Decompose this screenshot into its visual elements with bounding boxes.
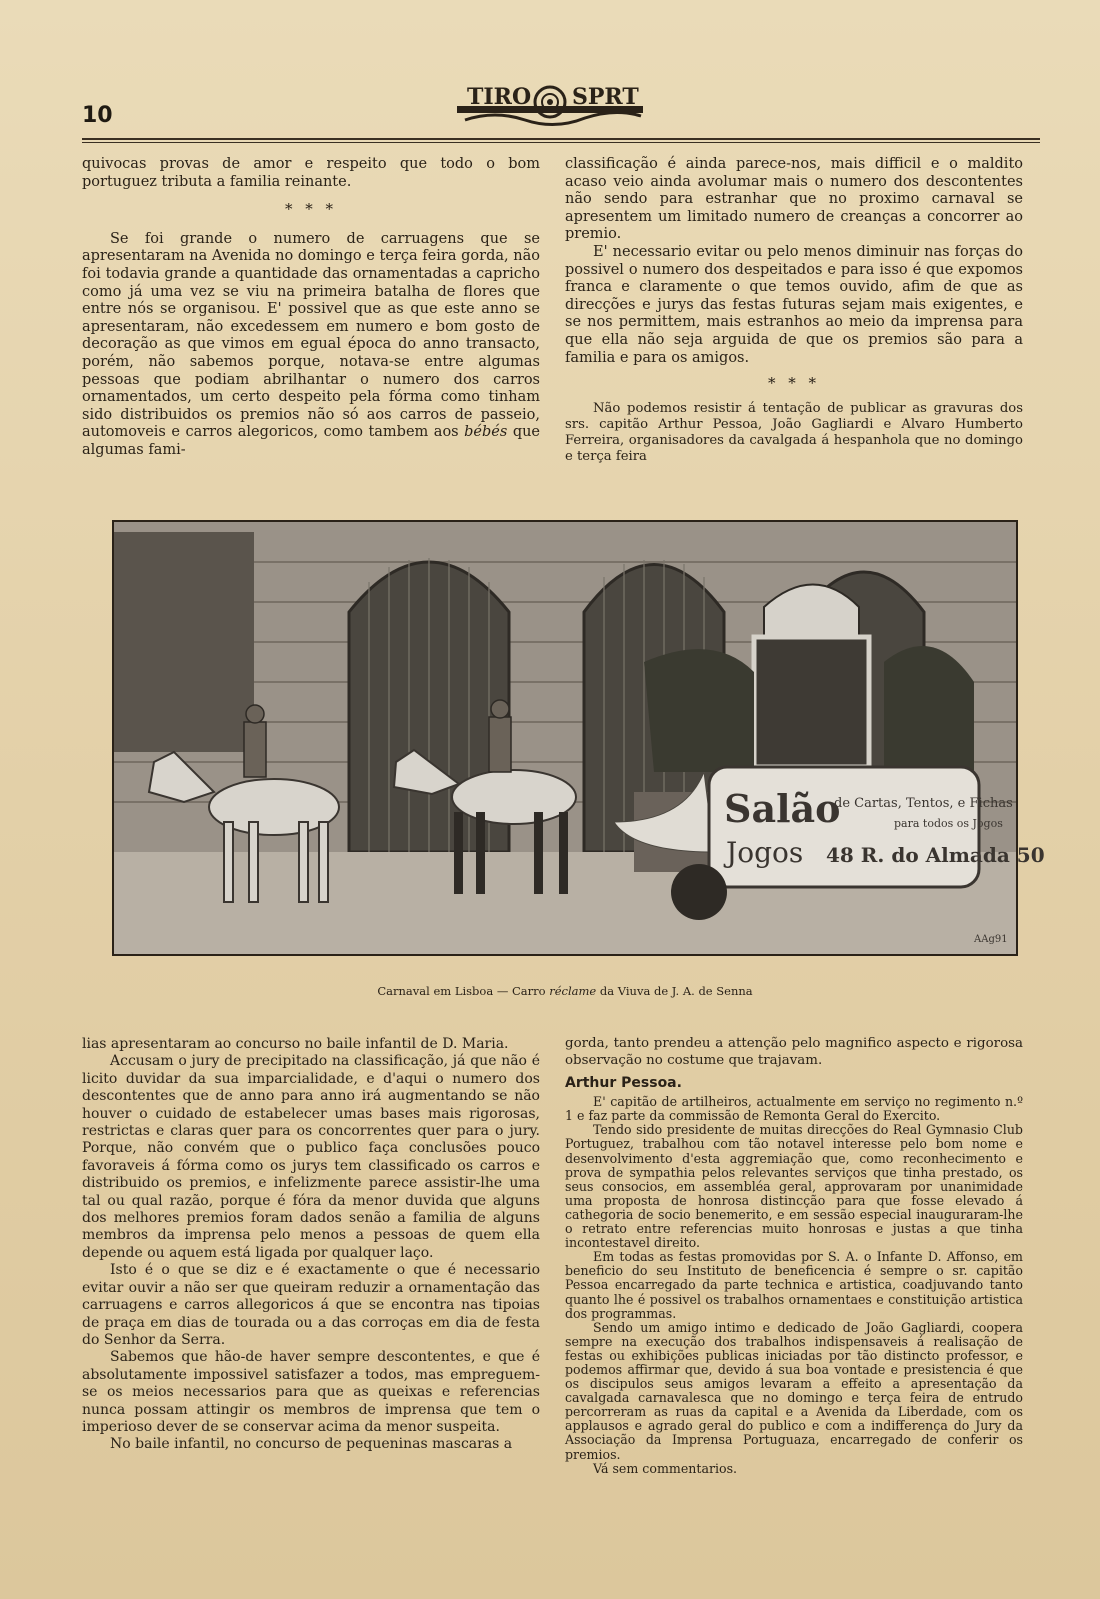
paragraph: Se foi grande o numero de carruagens que se apresentaram na Avenida no domingo e terça feira gorda, não foi todavia grande a quantidade das ornamentadas a capricho como já uma vez se viu na primeira batalha de flores que entre nós se organisou. E' possivel que as que este anno se apresentaram, não excedessem em numero e bom gosto de decoração as que vimos em egual época do anno transacto, porém, não sabemos porque, notava-se entre algumas pessoas que podiam abrilhantar o numero dos carros ornamentados, um certo despeito pela fórma como tinham sido distribuidos os premios não só aos carros de passeio, automoveis e carros alegoricos, como tambem aos bébés que algumas fami-	[82, 230, 541, 458]
article-column-top-left	[82, 156, 540, 460]
paragraph: Sabemos que hão-de haver sempre descontentes, e que é absolutamente impossivel satisfazer a todos, mas empreguem-se os meios necessarios para que as queixas e referencias nunca possam attingir os membros de imprensa que tem o imperioso dever de se conservar acima da menor suspeita.	[82, 1349, 540, 1435]
paragraph: E' necessario evitar ou pelo menos diminuir nas forças do possivel o numero dos despeitados e para isso é que expomos franca e claramente o que temos ouvido, afim de que as direcções e jurys das festas futuras sejam mais exigentes, e se nos permittem, mais estranhos ao meio da imprensa para que ella não seja arguida de que os premios são para a familia e para os amigos.	[565, 243, 1023, 366]
carnival-float-illustration	[114, 522, 1045, 954]
paragraph: Não podemos resistir á tentação de publicar as gravuras dos srs. capitão Arthur Pessoa, João Gagliardi e Alvaro Humberto Ferreira, organisadores da cavalgada á hespanhola que no domingo e terça feira	[565, 400, 1023, 464]
float-sign-line: para todos os Jogos	[894, 817, 1003, 830]
float-sign-line: de Cartas, Tentos, e Fichas	[834, 796, 1013, 811]
page-number: 10	[82, 103, 113, 128]
float-sign-word: Jogos	[726, 836, 804, 869]
section-separator: * * *	[767, 374, 821, 393]
carnival-photograph	[112, 520, 1045, 956]
paragraph: quivocas provas de amor e respeito que todo o bom portuguez tributa a familia reinante.	[82, 156, 540, 190]
paragraph: Em todas as festas promovidas por S. A. o Infante D. Affonso, em beneficio do seu Instituto de beneficencia é sempre o sr. capitão Pessoa encarregado da parte technica e artistica, coadjuvando tanto quanto lhe é possivel os trabalhos ornamentaes e constituição artistica dos programmas.	[565, 1249, 1023, 1321]
article-column-top-right	[565, 156, 1023, 465]
paragraph: Tendo sido presidente de muitas direcções do Real Gymnasio Club Portuguez, trabalhou com tão notavel interesse pelo bom nome e desenvolvimento d'esta aggremiação que, como reconhecimento e prova de sympathia pelos relevantes serviços que tinha prestado, os seus consocios, em assembléa geral, approvaram por unanimidade uma proposta de honrosa distincção para que fosse elevado á cathegoria de socio benemerito, e em sessão especial inauguraram-lhe o retrato entre referencias muito honrosas e justas a que tinha incontestavel direito.	[565, 1122, 1023, 1251]
masthead-logo	[455, 80, 645, 132]
paragraph: Accusam o jury de precipitado na classificação, já que não é licito duvidar da sua imparcialidade, e d'aqui o numero dos descontentes que de anno para anno irá augmentando se não houver o cuidado de estabelecer umas bases mais rigorosas, restrictas e claras quer para os concorrentes quer para o jury. Porque, não convém que o publico faça conclusões pouco favoraveis á fórma como os jurys tem classificado os carros e distribuido os premios, e infelizmente parece assistir-lhe uma tal ou qual razão, porque é fóra da menor duvida que alguns dos melhores premios foram dados senão a familia de alguns membros da imprensa pelo menos a pessoas de quem ella depende ou aquem está ligada por qualquer laço.	[82, 1053, 540, 1261]
paragraph: Vá sem commentarios.	[593, 1460, 738, 1476]
svg-text:SPRT: SPRT	[572, 84, 639, 110]
float-sign-word: Salão	[724, 786, 841, 831]
section-separator: * * *	[284, 200, 338, 219]
paragraph: classificação é ainda parece-nos, mais difficil e o maldito acaso veio ainda avolumar mais o numero dos descontentes não sendo para estranhar que no proximo carnaval se apresentem um limitado numero de creanças a concorrer ao premio.	[565, 156, 1023, 243]
paragraph: Isto é o que se diz e é exactamente o que é necessario evitar ouvir a não ser que queiram reduzir a ornamentação das carruagens e carros allegoricos á que se encontra nas tipoias de praça em dias de tourada ou a das corroças em dia de festa do Senhor da Serra.	[82, 1262, 540, 1348]
svg-text:TIRO: TIRO	[467, 84, 532, 110]
float-sign-address: 48 R. do Almada 50	[826, 843, 1045, 867]
header-rule	[82, 138, 1040, 143]
paragraph: No baile infantil, no concurso de pequeninas mascaras a	[110, 1436, 513, 1453]
paragraph: lias apresentaram ao concurso no baile infantil de D. Maria.	[82, 1036, 509, 1052]
paragraph: Sendo um amigo intimo e dedicado de João Gagliardi, coopera sempre na execução dos trabalhos indispensaveis á realisação de festas ou exhibições publicas iniciadas por tão distincto professor, e podemos affirmar que, devido á sua boa vontade e presistencia é que os discipulos seus amigos levaram a effeito a apresentação da cavalgada carnavalesca que no domingo e terça feira de entrudo percorreram as ruas da capital e a Avenida da Liberdade, com os applausos e agrado geral do publico e com a indifferença do Jury da Associação da Imprensa Portuguaza, encarregado de conferir os premios.	[565, 1319, 1023, 1462]
article-column-bottom-left	[82, 1036, 540, 1454]
paragraph: E' capitão de artilheiros, actualmente em serviço no regimento n.º 1 e faz parte da commissão de Remonta Geral do Exercito.	[565, 1094, 1023, 1124]
paragraph: gorda, tanto prendeu a attenção pelo magnifico aspecto e rigorosa observação no costume que trajavam.	[565, 1036, 1023, 1068]
engraver-signature: AAg91	[974, 934, 1008, 945]
section-heading: Arthur Pessoa.	[565, 1075, 682, 1092]
photo-caption: Carnaval em Lisboa — Carro réclame da Viuva de J. A. de Senna	[377, 984, 753, 998]
article-column-bottom-right	[565, 1036, 1023, 1476]
